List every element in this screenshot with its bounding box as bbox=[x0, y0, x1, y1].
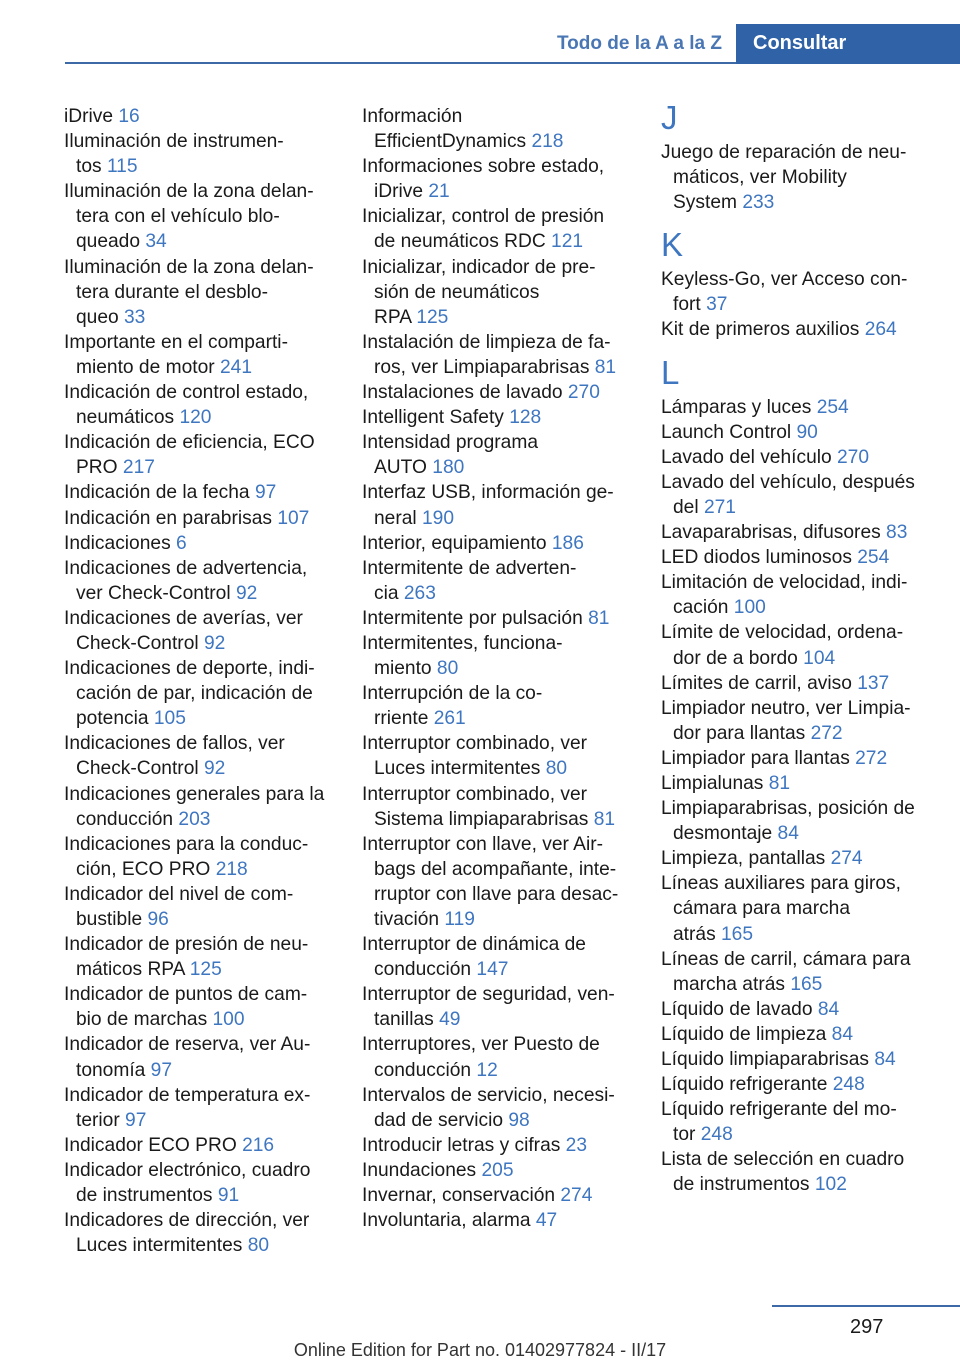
index-entry bbox=[362, 204, 642, 254]
index-entry bbox=[362, 1158, 642, 1183]
page-link[interactable]: 120 bbox=[179, 407, 212, 429]
entry-text: dor de a bordo bbox=[673, 647, 804, 669]
entry-text: dor para llantas bbox=[673, 722, 811, 744]
index-entry bbox=[362, 380, 642, 405]
entry-text: LED diodos luminosos bbox=[661, 547, 858, 569]
entry-text: Límites de carril, aviso bbox=[661, 672, 858, 694]
index-entry bbox=[362, 405, 642, 430]
entry-text: Indicaciones de deporte, indi- bbox=[64, 658, 315, 680]
page-link[interactable]: 248 bbox=[700, 1124, 733, 1146]
entry-text: cámara para marcha bbox=[673, 898, 851, 920]
entry-text: conducción bbox=[76, 808, 179, 830]
entry-text: bustible bbox=[76, 909, 148, 930]
entry-text: bags del acompañante, inte- bbox=[374, 858, 617, 880]
entry-text: EfficientDynamics bbox=[374, 131, 532, 153]
entry-text: Líquido de limpieza bbox=[661, 1023, 832, 1045]
entry-text: ros, ver Limpiaparabrisas bbox=[374, 356, 595, 378]
page-link[interactable]: 165 bbox=[790, 973, 823, 995]
index-entry bbox=[661, 420, 951, 445]
entry-text: Interruptor de seguridad, ven- bbox=[362, 984, 615, 1006]
index-entry bbox=[661, 140, 951, 215]
entry-text: rruptor con llave para desac- bbox=[374, 883, 619, 905]
page-link[interactable]: 203 bbox=[178, 808, 211, 830]
index-entry bbox=[64, 982, 340, 1032]
entry-text: conducción bbox=[374, 1059, 477, 1081]
entry-text: Intensidad programa bbox=[362, 432, 538, 454]
active-tab-consultar[interactable]: Consultar bbox=[736, 24, 960, 64]
page-link[interactable]: 92 bbox=[235, 582, 258, 604]
index-entry bbox=[64, 1032, 340, 1082]
entry-text: Indicaciones bbox=[64, 532, 176, 554]
entry-text: Indicaciones generales para la bbox=[64, 783, 325, 805]
entry-text: Indicaciones de averías, ver bbox=[64, 607, 303, 629]
page-link[interactable]: 147 bbox=[476, 959, 509, 981]
entry-text: iDrive bbox=[374, 181, 429, 203]
index-entry bbox=[661, 445, 951, 470]
edition-note: Online Edition for Part no. 01402977824 - II/17 bbox=[293, 1340, 667, 1360]
entry-text: Lavado del vehículo, después bbox=[661, 471, 915, 493]
index-entry bbox=[64, 430, 340, 480]
index-entry bbox=[64, 782, 340, 832]
entry-text: Iluminación de instrumen- bbox=[64, 131, 284, 153]
entry-text: Indicador de puntos de cam- bbox=[64, 984, 308, 1006]
entry-text: Informaciones sobre estado, bbox=[362, 156, 605, 178]
page-link[interactable]: 47 bbox=[535, 1210, 558, 1232]
page-link[interactable]: 119 bbox=[444, 909, 475, 930]
entry-text: Indicaciones de fallos, ver bbox=[64, 733, 285, 755]
entry-text: tera durante el desblo- bbox=[76, 281, 268, 303]
page-link[interactable]: 125 bbox=[416, 306, 449, 328]
entry-text: Indicador de temperatura ex- bbox=[64, 1084, 311, 1106]
index-entry bbox=[661, 1072, 951, 1097]
index-entry bbox=[661, 1022, 951, 1047]
index-entry bbox=[661, 671, 951, 696]
entry-text: Lavado del vehículo bbox=[661, 446, 838, 468]
entry-text: Indicador de reserva, ver Au- bbox=[64, 1034, 311, 1056]
index-entry bbox=[64, 556, 340, 606]
entry-text: atrás bbox=[673, 923, 721, 945]
entry-text: Intelligent Safety bbox=[362, 407, 510, 429]
entry-text: Importante en el comparti- bbox=[64, 331, 288, 353]
index-entry bbox=[64, 656, 340, 731]
entry-text: Luces intermitentes bbox=[374, 758, 546, 780]
page-link[interactable]: 6 bbox=[176, 532, 187, 554]
page-link[interactable]: 84 bbox=[777, 823, 799, 845]
index-entry bbox=[362, 932, 642, 982]
entry-text: Interrupción de la co- bbox=[362, 683, 543, 705]
page-link[interactable]: 205 bbox=[481, 1159, 514, 1181]
entry-text: tivación bbox=[374, 909, 445, 930]
entry-text: Límite de velocidad, ordena- bbox=[661, 622, 904, 644]
page-link[interactable]: 128 bbox=[509, 407, 542, 429]
page-link[interactable]: 92 bbox=[203, 632, 226, 654]
index-entry bbox=[661, 520, 951, 545]
index-entry bbox=[64, 882, 340, 932]
page-link[interactable]: 96 bbox=[147, 909, 169, 930]
entry-text: AUTO bbox=[374, 457, 433, 479]
entry-text: Intermitente de adverten- bbox=[362, 557, 577, 579]
page-link[interactable]: 165 bbox=[721, 923, 754, 945]
index-entry bbox=[661, 545, 951, 570]
entry-text: Limpiador neutro, ver Limpia- bbox=[661, 697, 911, 719]
index-entry bbox=[64, 480, 340, 505]
entry-text: tera con el vehículo blo- bbox=[76, 206, 280, 228]
index-entry bbox=[64, 255, 340, 330]
page-link[interactable]: 107 bbox=[277, 507, 310, 529]
index-entry bbox=[661, 846, 951, 871]
page-link[interactable]: 80 bbox=[436, 658, 459, 680]
page-link[interactable]: 81 bbox=[594, 356, 617, 378]
index-entry bbox=[661, 1097, 951, 1147]
entry-text: Inicializar, indicador de pre- bbox=[362, 256, 596, 278]
entry-text: cación de par, indicación de bbox=[76, 683, 313, 705]
index-entry bbox=[362, 1133, 642, 1158]
index-letter-heading: L bbox=[661, 353, 680, 391]
entry-text: Check-Control bbox=[76, 632, 204, 654]
page-link[interactable]: 180 bbox=[432, 457, 465, 479]
entry-text: máticos RPA bbox=[76, 959, 190, 981]
entry-text: Limpialunas bbox=[661, 772, 769, 794]
index-entry bbox=[64, 1083, 340, 1133]
entry-text: Introducir letras y cifras bbox=[362, 1134, 566, 1156]
entry-text: cación bbox=[673, 597, 734, 619]
entry-text: Información bbox=[362, 106, 463, 127]
index-entry bbox=[661, 746, 951, 771]
entry-text: terior bbox=[76, 1109, 126, 1131]
entry-text: Lámparas y luces bbox=[661, 396, 817, 418]
entry-text: Líneas de carril, cámara para bbox=[661, 948, 911, 970]
page-link[interactable]: 270 bbox=[567, 382, 600, 404]
index-entry bbox=[64, 1158, 340, 1208]
page-link[interactable]: 272 bbox=[855, 747, 888, 769]
page-link[interactable]: 248 bbox=[832, 1074, 865, 1096]
entry-text: Limitación de velocidad, indi- bbox=[661, 572, 908, 594]
entry-text: Indicaciones de advertencia, bbox=[64, 557, 308, 579]
entry-text: fort bbox=[673, 294, 707, 316]
index-letter-heading: K bbox=[661, 226, 684, 264]
index-entry bbox=[64, 1133, 340, 1158]
index-entry bbox=[661, 570, 951, 620]
entry-text: conducción bbox=[374, 959, 477, 981]
page-link[interactable]: 270 bbox=[837, 446, 870, 468]
page-link[interactable]: 186 bbox=[551, 532, 584, 554]
section-tab[interactable]: Todo de la A a la Z bbox=[556, 33, 722, 54]
entry-text: Limpiaparabrisas, posición de bbox=[661, 798, 915, 820]
index-entry bbox=[661, 470, 951, 520]
entry-text: cia bbox=[374, 582, 404, 604]
page-link[interactable]: 102 bbox=[814, 1174, 847, 1196]
entry-text: Intermitentes, funciona- bbox=[362, 632, 563, 654]
index-entry bbox=[661, 620, 951, 670]
entry-text: queo bbox=[76, 306, 125, 328]
entry-text: Check-Control bbox=[76, 758, 204, 780]
entry-text: miento bbox=[374, 658, 437, 680]
entry-text: tanillas bbox=[374, 1009, 440, 1031]
entry-text: Líneas auxiliares para giros, bbox=[661, 873, 901, 895]
page-link[interactable]: 264 bbox=[864, 319, 897, 341]
entry-text: Líquido de lavado bbox=[661, 998, 818, 1020]
index-letter-heading: J bbox=[661, 99, 678, 136]
index-entry bbox=[362, 531, 642, 556]
index-entry bbox=[64, 506, 340, 531]
entry-text: Lista de selección en cuadro bbox=[661, 1149, 905, 1171]
page-number: 297 bbox=[850, 1316, 884, 1338]
page-link[interactable]: 97 bbox=[254, 482, 277, 504]
page-link[interactable]: 274 bbox=[830, 848, 863, 870]
page-link[interactable]: 84 bbox=[874, 1049, 896, 1070]
page-link[interactable]: 241 bbox=[219, 356, 252, 378]
entry-text: Indicador del nivel de com- bbox=[64, 883, 294, 905]
index-entry bbox=[64, 932, 340, 982]
page-link[interactable]: 190 bbox=[422, 507, 455, 529]
entry-text: Indicador electrónico, cuadro bbox=[64, 1159, 311, 1181]
letter-spacer bbox=[661, 215, 951, 223]
index-entry bbox=[362, 255, 642, 330]
entry-text: Inicializar, control de presión bbox=[362, 206, 605, 228]
page-link[interactable]: 81 bbox=[768, 772, 791, 794]
index-entry bbox=[661, 696, 951, 746]
entry-text: Interruptor con llave, ver Air- bbox=[362, 833, 604, 855]
page-link[interactable]: 217 bbox=[122, 457, 155, 479]
page-link[interactable]: 271 bbox=[703, 496, 736, 518]
entry-text: Indicación de control estado, bbox=[64, 382, 309, 404]
entry-text: Invernar, conservación bbox=[362, 1185, 561, 1207]
page-link[interactable]: 91 bbox=[217, 1185, 240, 1207]
index-column-2 bbox=[362, 104, 642, 1233]
page-link[interactable]: 12 bbox=[476, 1059, 498, 1081]
entry-text: del bbox=[673, 496, 704, 518]
entry-text: Líquido refrigerante del mo- bbox=[661, 1099, 897, 1121]
page-link[interactable]: 92 bbox=[203, 758, 226, 780]
entry-text: Líquido refrigerante bbox=[661, 1074, 833, 1096]
index-entry bbox=[362, 782, 642, 832]
entry-text: Indicaciones para la conduc- bbox=[64, 833, 309, 855]
index-entry bbox=[362, 1083, 642, 1133]
entry-text: Kit de primeros auxilios bbox=[661, 319, 865, 341]
page-link[interactable]: 216 bbox=[242, 1134, 275, 1156]
entry-text: rriente bbox=[374, 708, 434, 730]
page-link[interactable]: 137 bbox=[857, 672, 890, 694]
page-link[interactable]: 83 bbox=[886, 522, 908, 544]
page-link[interactable]: 105 bbox=[153, 708, 186, 730]
index-entry bbox=[64, 832, 340, 882]
page-link[interactable]: 80 bbox=[247, 1235, 270, 1257]
entry-text: Iluminación de la zona delan- bbox=[64, 256, 314, 278]
page-link[interactable]: 233 bbox=[742, 192, 775, 214]
entry-text: dad de servicio bbox=[374, 1109, 509, 1131]
entry-text: Indicadores de dirección, ver bbox=[64, 1210, 310, 1232]
index-entry bbox=[661, 947, 951, 997]
index-entry bbox=[64, 104, 340, 129]
entry-text: queado bbox=[76, 231, 146, 253]
entry-text: miento de motor bbox=[76, 356, 220, 378]
page-link[interactable]: 81 bbox=[588, 607, 610, 629]
index-entry bbox=[362, 330, 642, 380]
index-entry bbox=[362, 982, 642, 1032]
entry-text: tor bbox=[673, 1124, 701, 1146]
entry-text: máticos, ver Mobility bbox=[673, 167, 847, 189]
index-entry bbox=[362, 606, 642, 631]
entry-text: Intermitente por pulsación bbox=[362, 607, 589, 629]
entry-text: Lavaparabrisas, difusores bbox=[661, 522, 887, 544]
entry-text: Involuntaria, alarma bbox=[362, 1210, 536, 1232]
entry-text: Instalaciones de lavado bbox=[362, 382, 568, 404]
entry-text: Keyless-Go, ver Acceso con- bbox=[661, 269, 908, 291]
page-link[interactable]: 100 bbox=[212, 1009, 245, 1031]
entry-text: de instrumentos bbox=[76, 1185, 218, 1207]
entry-text: ción, ECO PRO bbox=[76, 858, 216, 880]
entry-text: tos bbox=[76, 156, 107, 178]
index-entry bbox=[661, 871, 951, 946]
index-entry bbox=[362, 1208, 642, 1233]
entry-text: tonomía bbox=[76, 1059, 151, 1081]
entry-text: Luces intermitentes bbox=[76, 1235, 248, 1257]
entry-text: Intervalos de servicio, necesi- bbox=[362, 1084, 615, 1106]
page-link[interactable]: 34 bbox=[145, 231, 167, 253]
index-entry bbox=[64, 330, 340, 380]
entry-text: desmontaje bbox=[673, 823, 778, 845]
entry-text: bio de marchas bbox=[76, 1009, 213, 1031]
page-link[interactable]: 263 bbox=[403, 582, 436, 604]
entry-text: Indicador de presión de neu- bbox=[64, 934, 309, 956]
footer-rule bbox=[772, 1305, 960, 1307]
page-link[interactable]: 49 bbox=[439, 1009, 461, 1031]
page-link[interactable]: 90 bbox=[796, 421, 818, 443]
entry-text: RPA bbox=[374, 306, 417, 328]
index-entry bbox=[661, 317, 951, 342]
letter-spacer bbox=[661, 343, 951, 351]
entry-text: System bbox=[673, 192, 743, 214]
entry-text: potencia bbox=[76, 708, 154, 730]
index-entry bbox=[362, 430, 642, 480]
index-entry bbox=[362, 832, 642, 932]
page-link[interactable]: 121 bbox=[551, 231, 584, 253]
index-entry bbox=[64, 380, 340, 430]
entry-text: Interruptores, ver Puesto de bbox=[362, 1034, 600, 1056]
page-link[interactable]: 100 bbox=[733, 597, 766, 619]
page-link[interactable]: 21 bbox=[428, 181, 450, 203]
entry-text: Sistema limpiaparabrisas bbox=[374, 808, 594, 830]
page-link[interactable]: 218 bbox=[531, 131, 564, 153]
index-column-1 bbox=[64, 104, 340, 1258]
page-link[interactable]: 97 bbox=[125, 1109, 147, 1131]
page-link[interactable]: 218 bbox=[215, 858, 248, 880]
index-entry bbox=[661, 1147, 951, 1197]
entry-text: neral bbox=[374, 507, 422, 529]
index-entry bbox=[64, 731, 340, 781]
page-link[interactable]: 125 bbox=[189, 959, 222, 981]
entry-text: Interruptor de dinámica de bbox=[362, 934, 586, 956]
page-link[interactable]: 274 bbox=[560, 1185, 593, 1207]
page-link[interactable]: 16 bbox=[118, 106, 140, 127]
page-link[interactable]: 254 bbox=[857, 547, 890, 569]
page-link[interactable]: 33 bbox=[124, 306, 146, 328]
page-link[interactable]: 81 bbox=[593, 808, 616, 830]
entry-text: Instalación de limpieza de fa- bbox=[362, 331, 611, 353]
page-link[interactable]: 37 bbox=[706, 294, 728, 316]
entry-text: Interruptor combinado, ver bbox=[362, 733, 588, 755]
index-entry bbox=[362, 1183, 642, 1208]
index-entry bbox=[661, 1047, 951, 1072]
entry-text: Interior, equipamiento bbox=[362, 532, 552, 554]
index-entry bbox=[64, 129, 340, 179]
page-link[interactable]: 80 bbox=[545, 758, 568, 780]
entry-text: Indicación de la fecha bbox=[64, 482, 255, 504]
page-link[interactable]: 97 bbox=[150, 1059, 173, 1081]
entry-text: Launch Control bbox=[661, 421, 797, 443]
entry-text: Inundaciones bbox=[362, 1159, 482, 1181]
entry-text: iDrive bbox=[64, 106, 119, 127]
entry-text: Interruptor combinado, ver bbox=[362, 783, 588, 805]
page-link[interactable]: 115 bbox=[106, 156, 138, 178]
entry-text: Iluminación de la zona delan- bbox=[64, 181, 314, 203]
index-entry bbox=[362, 104, 642, 154]
index-entry bbox=[362, 480, 642, 530]
index-entry bbox=[661, 997, 951, 1022]
page-link[interactable]: 23 bbox=[565, 1134, 588, 1156]
index-column-3 bbox=[661, 99, 951, 1198]
index-entry bbox=[64, 179, 340, 254]
entry-text: Líquido limpiaparabrisas bbox=[661, 1049, 875, 1070]
page-link[interactable]: 98 bbox=[508, 1109, 530, 1131]
entry-text: de instrumentos bbox=[673, 1174, 815, 1196]
index-entry bbox=[362, 631, 642, 681]
entry-text: marcha atrás bbox=[673, 973, 791, 995]
index-entry bbox=[362, 556, 642, 606]
page-link[interactable]: 84 bbox=[831, 1023, 854, 1045]
index-entry bbox=[661, 395, 951, 420]
page-link[interactable]: 272 bbox=[810, 722, 843, 744]
entry-text: sión de neumáticos bbox=[374, 281, 540, 303]
index-entry bbox=[362, 1032, 642, 1082]
entry-text: Juego de reparación de neu- bbox=[661, 142, 907, 163]
page-link[interactable]: 254 bbox=[816, 396, 849, 418]
page-link[interactable]: 104 bbox=[803, 647, 836, 669]
entry-text: ver Check-Control bbox=[76, 582, 236, 604]
index-entry bbox=[64, 1208, 340, 1258]
index-entry bbox=[661, 796, 951, 846]
page-link[interactable]: 84 bbox=[817, 998, 840, 1020]
entry-text: Indicador ECO PRO bbox=[64, 1134, 243, 1156]
entry-text: Limpiador para llantas bbox=[661, 747, 856, 769]
entry-text: de neumáticos RDC bbox=[374, 231, 552, 253]
entry-text: Limpieza, pantallas bbox=[661, 848, 831, 870]
index-entry bbox=[362, 681, 642, 731]
index-entry bbox=[362, 731, 642, 781]
entry-text: PRO bbox=[76, 457, 123, 479]
index-entry bbox=[661, 771, 951, 796]
entry-text: Indicación en parabrisas bbox=[64, 507, 278, 529]
entry-text: Indicación de eficiencia, ECO bbox=[64, 432, 315, 454]
entry-text: neumáticos bbox=[76, 407, 180, 429]
index-entry bbox=[64, 531, 340, 556]
index-entry bbox=[64, 606, 340, 656]
index-entry bbox=[661, 267, 951, 317]
page-link[interactable]: 261 bbox=[433, 708, 466, 730]
entry-text: Interfaz USB, información ge- bbox=[362, 482, 614, 504]
index-entry bbox=[362, 154, 642, 204]
